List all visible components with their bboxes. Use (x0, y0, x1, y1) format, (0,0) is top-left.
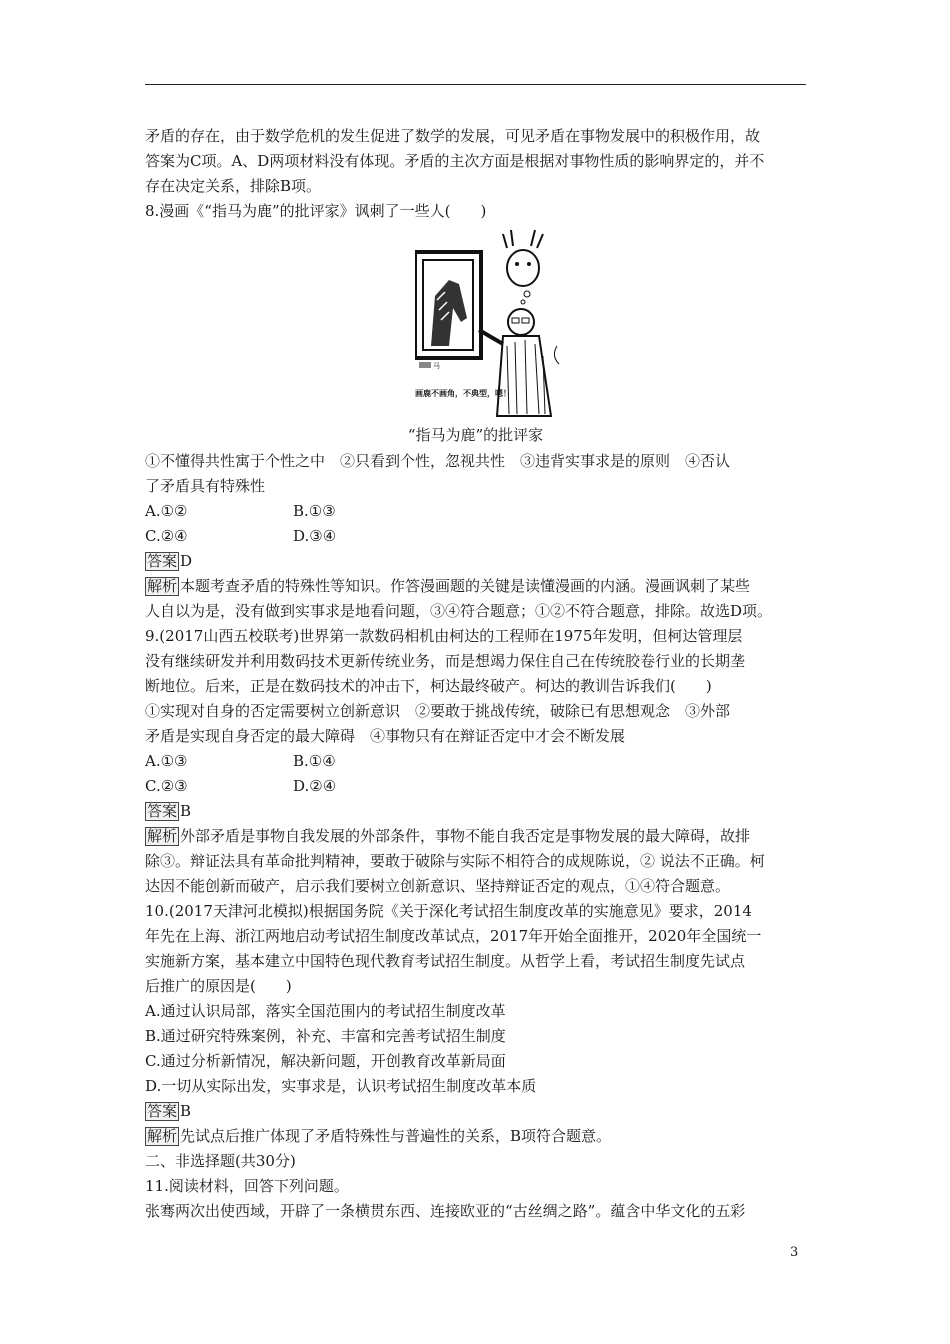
q8-analysis-line (145, 574, 750, 598)
q8-stem: 8.漫画《“指马为鹿”的批评家》讽刺了一些人( ) (145, 202, 487, 220)
q9-stem: 没有继续研发并利用数码技术更新传统业务，而是想竭力保住自己在传统胶卷行业的长期垄 (145, 652, 746, 670)
q8-analysis-text: 人自以为是，没有做到实事求是地看问题，③④符合题意；①②不符合题意，排除。故选D项。 (145, 602, 773, 620)
page-number: 3 (790, 1245, 799, 1260)
context-line: 答案为C项。A、D两项材料没有体现。矛盾的主次方面是根据对事物性质的影响界定的，并不 (145, 152, 765, 170)
q11-material: 张骞两次出使西域，开辟了一条横贯东西、连接欧亚的“古丝绸之路”。蕴含中华文化的五彩 (145, 1202, 746, 1220)
q10-stem: 后推广的原因是( ) (145, 977, 292, 995)
q9-option-d: D.②④ (293, 777, 337, 795)
cartoon-illustration (415, 226, 565, 421)
q8-option-c: C.②④ (145, 527, 188, 545)
context-line: 存在决定关系，排除B项。 (145, 177, 322, 195)
q9-stem: 9.(2017山西五校联考)世界第一款数码相机由柯达的工程师在1975年发明，但柯达管理层 (145, 627, 743, 645)
cartoon-figure (415, 226, 565, 421)
q9-option-a: A.①③ (145, 752, 188, 770)
q10-stem: 10.(2017天津河北模拟)根据国务院《关于深化考试招生制度改革的实施意见》要求，2014 (145, 902, 752, 920)
q8-statement: 了矛盾具有特殊性 (145, 477, 266, 495)
frame-label-plate (419, 362, 431, 368)
q9-analysis-text: 外部矛盾是事物自我发展的外部条件，事物不能自我否定是事物发展的最大障碍，故排 (180, 827, 751, 845)
q8-option-a: A.①② (145, 502, 188, 520)
answer-label: 答案 (147, 802, 178, 820)
q10-stem: 年先在上海、浙江两地启动考试招生制度改革试点，2017年开始全面推开，2020年全国统一 (145, 927, 762, 945)
speech-text: 画鹿不画角，不典型，嗯！ (415, 388, 511, 398)
q9-option-c: C.②③ (145, 777, 188, 795)
q8-statement: ①不懂得共性寓于个性之中 ②只看到个性，忽视共性 ③违背实事求是的原则 ④否认 (145, 452, 731, 470)
q9-answer: B (180, 802, 192, 820)
q8-answer-line (145, 549, 192, 573)
q9-analysis-text: 除③。辩证法具有革命批判精神，要敢于破除与实际不相符合的成规陈说，② 说法不正确。柯 (145, 852, 765, 870)
q10-stem: 实施新方案，基本建立中国特色现代教育考试招生制度。从哲学上看，考试招生制度先试点 (145, 952, 746, 970)
q9-analysis-line (145, 824, 750, 848)
q8-analysis-text: 本题考查矛盾的特殊性等知识。作答漫画题的关键是读懂漫画的内涵。漫画讽刺了某些 (180, 577, 751, 595)
section-heading: 二、非选择题(共30分) (145, 1152, 296, 1170)
q9-statement: 矛盾是实现自身否定的最大障碍 ④事物只有在辩证否定中才会不断发展 (145, 727, 626, 745)
answer-label: 答案 (147, 1102, 178, 1120)
q9-stem: 断地位。后来，正是在数码技术的冲击下，柯达最终破产。柯达的教训告诉我们( ) (145, 677, 712, 695)
analysis-label: 解析 (147, 577, 178, 595)
q10-analysis-line (145, 1124, 611, 1148)
q10-answer-line (145, 1099, 191, 1123)
q9-analysis-text: 达因不能创新而破产，启示我们要树立创新意识、坚持辩证否定的观点，①④符合题意。 (145, 877, 731, 895)
q8-option-d: D.③④ (293, 527, 337, 545)
q9-answer-line (145, 799, 191, 823)
q10-option-c: C.通过分析新情况，解决新问题，开创教育改革新局面 (145, 1052, 506, 1070)
q10-option-b: B.通过研究特殊案例，补充、丰富和完善考试招生制度 (145, 1027, 506, 1045)
frame-label: 马 (433, 362, 440, 370)
context-line: 矛盾的存在，由于数学危机的发生促进了数学的发展，可见矛盾在事物发展中的积极作用，故 (145, 127, 761, 145)
header-rule (145, 84, 806, 85)
answer-label: 答案 (147, 552, 178, 570)
analysis-label: 解析 (147, 1127, 178, 1145)
analysis-label: 解析 (147, 827, 178, 845)
q9-option-b: B.①④ (293, 752, 336, 770)
q10-option-d: D.一切从实际出发，实事求是，认识考试招生制度改革本质 (145, 1077, 537, 1095)
q8-answer: D (180, 552, 193, 570)
q8-option-b: B.①③ (293, 502, 336, 520)
q11-stem: 11.阅读材料，回答下列问题。 (145, 1177, 349, 1195)
q10-option-a: A.通过认识局部，落实全国范围内的考试招生制度改革 (145, 1002, 506, 1020)
q10-analysis-text: 先试点后推广体现了矛盾特殊性与普遍性的关系，B项符合题意。 (180, 1127, 612, 1145)
figure-caption: “指马为鹿”的批评家 (407, 426, 544, 444)
q9-statement: ①实现对自身的否定需要树立创新意识 ②要敢于挑战传统，破除已有思想观念 ③外部 (145, 702, 731, 720)
q10-answer: B (180, 1102, 192, 1120)
